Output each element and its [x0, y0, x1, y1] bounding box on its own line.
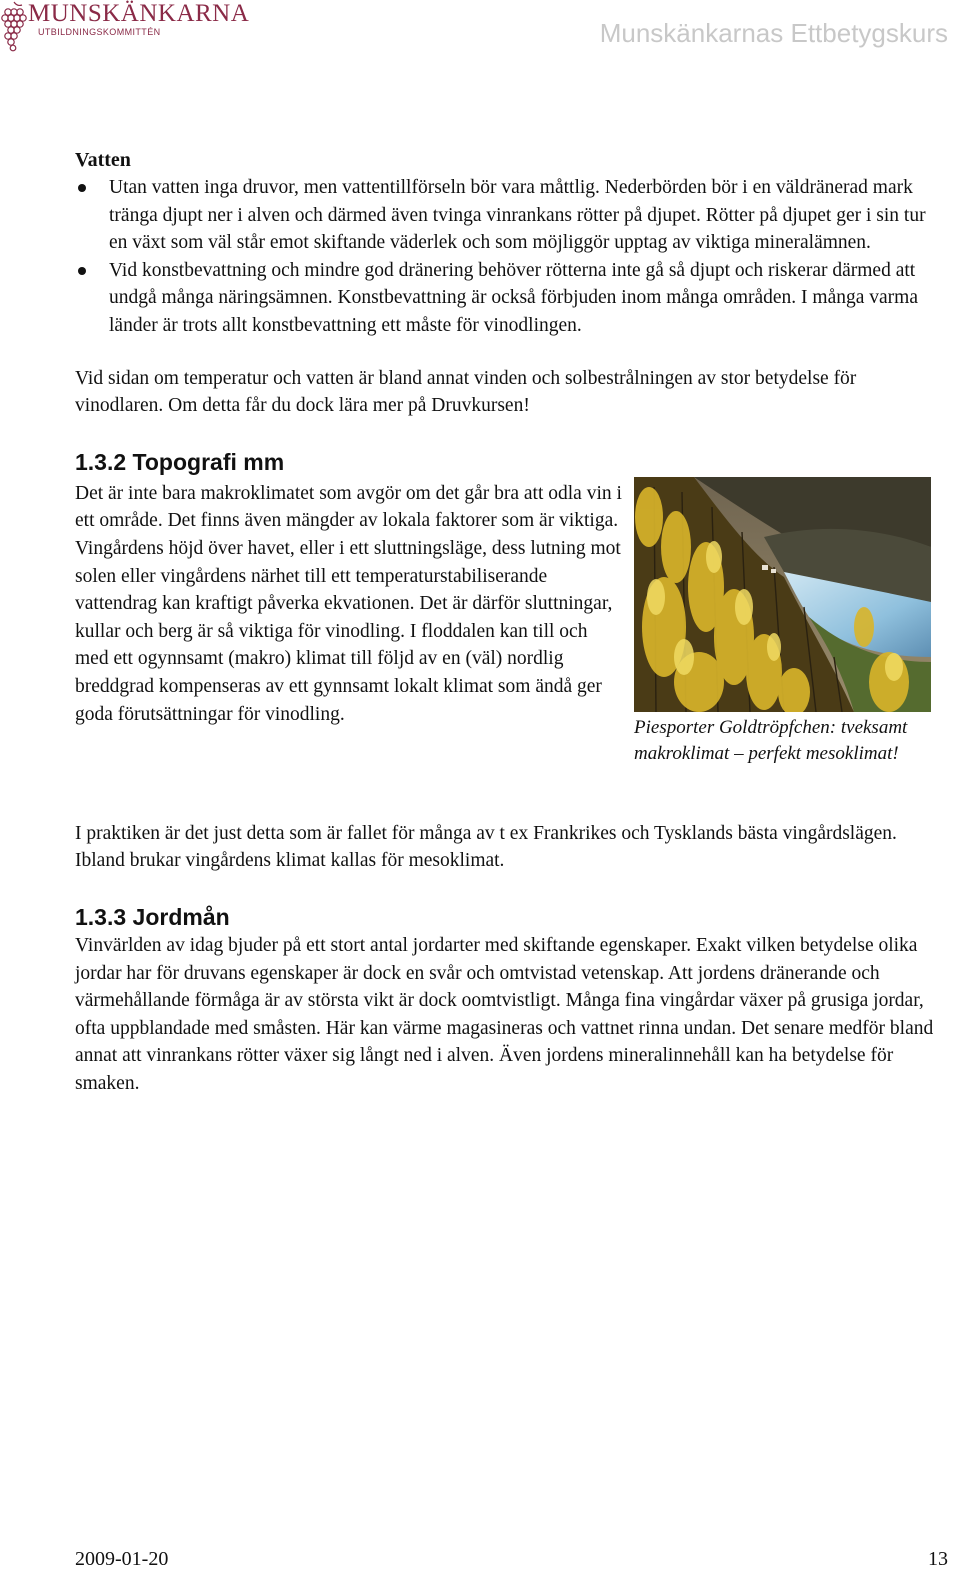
list-item: [75, 257, 945, 340]
jordman-paragraph: Vinvärlden av idag bjuder på ett stort antal jordarter med skiftande egenskaper. Exakt vilken betydelse olika jordar har för druvans egenskaper är dock en svår och omtvistad vetenskap. Att jordens dränerande och värmehållande förmåga är av största vikt är dock oomtvistligt. Många fina vingårdar växer på grusiga jordar, ofta uppblandade med småsten. Här kan värme magasineras och vattnet rinna undan. Det senare medför bland annat att vinrankans rötter växer sig långt ned i alven. Även jordens mineralinnehåll kan ha betydelse för smaken.: [75, 934, 934, 1094]
document-title: Munskänkarnas Ettbetygskurs: [599, 18, 948, 48]
logo-subtitle: UTBILDNINGSKOMMITTÉN: [38, 27, 161, 37]
vineyard-figure: [634, 477, 934, 767]
footer-date: 2009-01-20: [75, 1548, 169, 1570]
page-content: [75, 146, 945, 1098]
bullet-icon: [78, 184, 86, 192]
list-item-text: Vid konstbevattning och mindre god dränering behöver rötterna inte gå så djupt och riskerar därmed att undgå många näringsämnen. Konstbevattning är också förbjuden inom många områden. I många varma länder är trots allt konstbevattning ett måste för vinodlingen.: [109, 259, 919, 336]
logo: [0, 0, 250, 56]
topografi-heading: 1.3.2 Topografi mm: [75, 448, 285, 475]
list-item: [75, 174, 945, 257]
page-number: 13: [928, 1548, 948, 1570]
vatten-paragraph: Vid sidan om temperatur och vatten är bland annat vinden och solbestrålningen av stor betydelse för vinodlaren. Om detta får du dock lära mer på Druvkursen!: [75, 367, 857, 417]
vatten-bullet-list: [75, 174, 945, 340]
bullet-icon: [78, 267, 86, 275]
topografi-conclusion: I praktiken är det just detta som är fallet för många av t ex Frankrikes och Tysklands bästa vingårdslägen. Ibland brukar vingårdens klimat kallas för mesoklimat.: [75, 822, 897, 872]
logo-name: MUNSKÄNKARNA: [28, 0, 250, 27]
vatten-heading: Vatten: [75, 149, 131, 171]
topografi-paragraph: Det är inte bara makroklimatet som avgör om det går bra att odla vin i ett område. Det finns även mängder av lokala faktorer som är viktiga. Vingårdens höjd över havet, eller i ett sluttningsläge, dess lutning mot solen eller vingårdens närhet till ett temperaturstabiliserande vattendrag kan kraftigt påverka ekvationen. Det är därför sluttningar, kullar och berg är så viktiga för vinodling. I floddalen kan till och med ett ogynnsamt (makro) klimat till följd av en (väl) nordlig breddgrad kompenseras av ett gynnsamt lokalt klimat som ändå ger goda förutsättningar för vinodling.: [75, 482, 622, 725]
list-item-text: Utan vatten inga druvor, men vattentillförseln bör vara måttlig. Nederbörden bör i en väldränerad mark tränga djupt ner i alven och därmed även tvinga vinrankans rötter på djupet. Rötter på djupet ger i sin tur en växt som väl står emot skiftande väderlek och som möjliggör upptag av viktiga mineralämnen.: [109, 177, 926, 254]
vineyard-photo: [634, 477, 931, 712]
jordman-heading: 1.3.3 Jordmån: [75, 903, 230, 930]
grape-cluster-icon: [0, 0, 28, 52]
figure-caption: Piesporter Goldtröpfchen: tveksamt makroklimat – perfekt mesoklimat!: [634, 716, 908, 764]
topografi-section: [75, 477, 945, 820]
